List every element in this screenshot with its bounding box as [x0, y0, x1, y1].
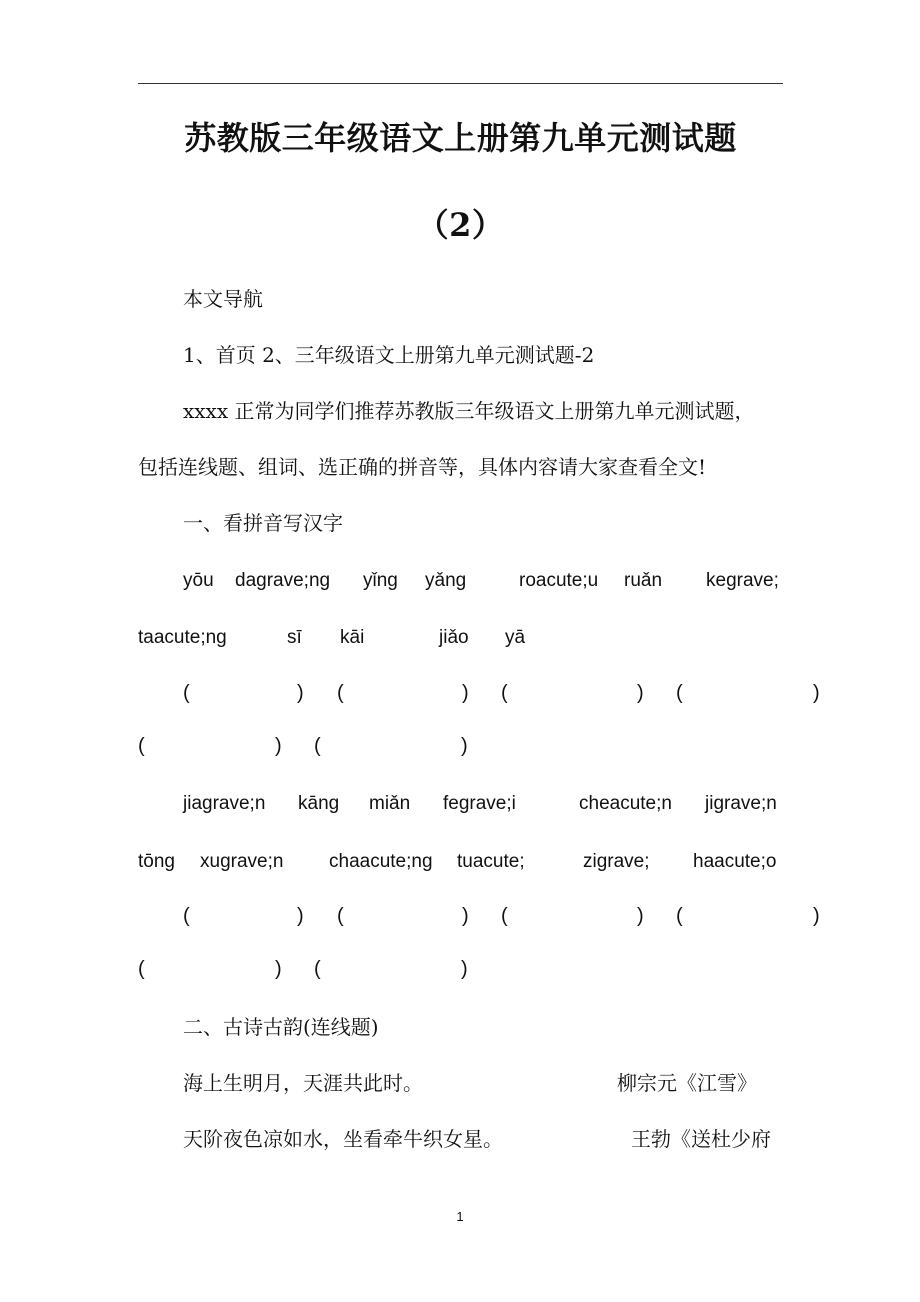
pinyin-item: yā	[505, 627, 526, 648]
paren-close: )	[297, 682, 304, 704]
paren-close: )	[462, 682, 469, 704]
pinyin-item: cheacute;n	[579, 793, 672, 814]
pinyin-item: tuacute;	[457, 851, 525, 872]
paren-close: )	[297, 905, 304, 927]
paren-open: (	[314, 958, 321, 980]
pinyin-item: jiǎo	[439, 627, 469, 648]
paren-close: )	[461, 735, 468, 757]
pinyin-item: jiagrave;n	[183, 793, 266, 814]
intro-paragraph-line1: xxxx 正常为同学们推荐苏教版三年级语文上册第九单元测试题，	[183, 399, 755, 423]
paren-open: (	[676, 682, 683, 704]
pinyin-item: chaacute;ng	[329, 851, 433, 872]
pinyin-item: kāi	[340, 627, 365, 648]
paren-open: (	[676, 905, 683, 927]
nav-links: 1、首页 2、三年级语文上册第九单元测试题-2	[183, 343, 595, 367]
pinyin-item: yǎng	[425, 570, 467, 591]
page-title-continued: （2）	[416, 206, 505, 244]
paren-open: (	[183, 682, 190, 704]
nav-heading: 本文导航	[183, 287, 263, 311]
pinyin-item: roacute;u	[519, 570, 599, 591]
pinyin-item: tōng	[138, 851, 175, 872]
paren-open: (	[138, 735, 145, 757]
paren-open: (	[337, 905, 344, 927]
pinyin-item: jigrave;n	[705, 793, 777, 814]
paren-close: )	[275, 958, 282, 980]
paren-open: (	[138, 958, 145, 980]
paren-close: )	[637, 905, 644, 927]
poem-author-2: 王勃《送杜少府	[631, 1127, 771, 1151]
pinyin-item: dagrave;ng	[235, 570, 331, 591]
pinyin-item: yǐng	[363, 570, 398, 591]
pinyin-item: haacute;o	[693, 851, 777, 872]
paren-close: )	[462, 905, 469, 927]
paren-close: )	[813, 682, 820, 704]
poem-verse-1: 海上生明月，天涯共此时。	[183, 1071, 423, 1095]
section2-heading: 二、古诗古韵(连线题)	[183, 1015, 379, 1039]
paren-close: )	[813, 905, 820, 927]
pinyin-item: yōu	[183, 570, 214, 591]
page-title: 苏教版三年级语文上册第九单元测试题	[184, 119, 737, 157]
page-number: 1	[456, 1209, 464, 1224]
intro-paragraph-line2: 包括连线题、组词、选正确的拼音等，具体内容请大家查看全文!	[138, 455, 707, 479]
paren-open: (	[183, 905, 190, 927]
pinyin-item: sī	[287, 627, 302, 648]
pinyin-item: ruǎn	[624, 570, 663, 591]
pinyin-item: xugrave;n	[200, 851, 284, 872]
poem-verse-2: 天阶夜色凉如水，坐看牵牛织女星。	[183, 1127, 503, 1151]
paren-close: )	[461, 958, 468, 980]
paren-close: )	[637, 682, 644, 704]
header-rule	[138, 83, 783, 84]
pinyin-item: taacute;ng	[138, 627, 227, 648]
paren-open: (	[501, 682, 508, 704]
pinyin-item: zigrave;	[583, 851, 650, 872]
paren-open: (	[501, 905, 508, 927]
poem-author-1: 柳宗元《江雪》	[617, 1071, 757, 1095]
paren-open: (	[314, 735, 321, 757]
pinyin-item: kegrave;	[706, 570, 779, 591]
pinyin-item: miǎn	[369, 793, 411, 814]
paren-close: )	[275, 735, 282, 757]
section1-heading: 一、看拼音写汉字	[183, 511, 343, 535]
pinyin-item: kāng	[298, 793, 340, 814]
paren-open: (	[337, 682, 344, 704]
pinyin-item: fegrave;i	[443, 793, 516, 814]
